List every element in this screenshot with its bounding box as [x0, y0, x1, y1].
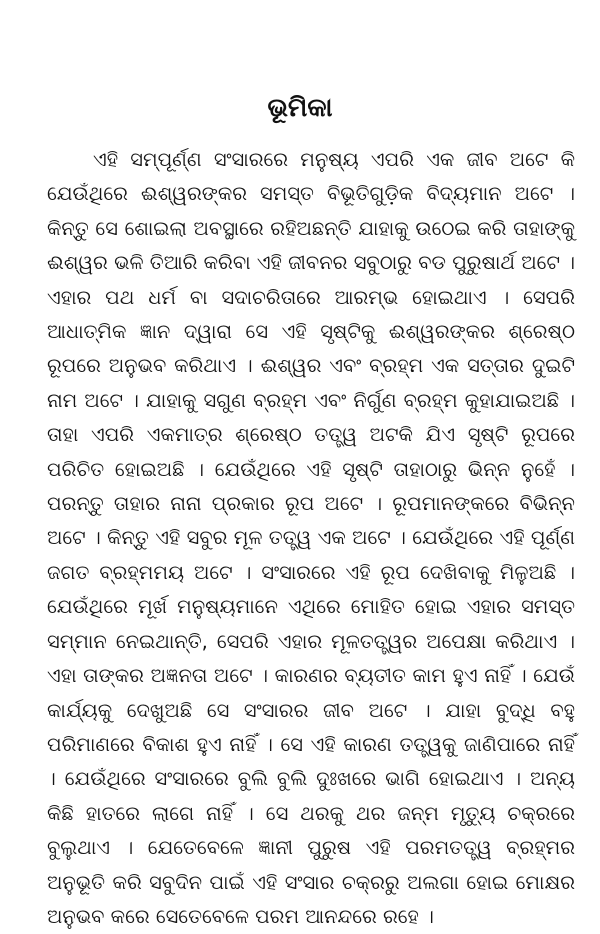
page-title: ଭୂମିକା [267, 93, 333, 123]
preface-paragraph: ଏହି ସମ୍ପୂର୍ଣ୍ଣ ସଂସାରରେ ମନୁଷ୍ୟ ଏପରି ଏକ ଜୀବ ଅଟେ କି ଯେଉଁଥିରେ ଈଶ୍ୱରଙ୍କର ସମସ୍ତ ବିଭୂତିଗୁଡ଼ିକ ବିଦ୍ୟମାନ ଅଟେ । କିନ୍ତୁ ସେ ଶୋଇଲା ଅବସ୍ଥାରେ ରହିଅଛନ୍ତି ଯାହାକୁ ଉଠେଇ କରି ତାହାଙ୍କୁ ଈଶ୍ୱର ଭଳି ତିଆରି କରିବା ଏହି ଜୀବନର ସବୁଠାରୁ ବଡ ପୁରୁଷାର୍ଥ ଅଟେ । ଏହାର ପଥ ଧର୍ମ ବା ସଦାଚରିତାରେ ଆରମ୍ଭ ହୋଇଥାଏ । ସେପରି ଆଧାତ୍ମିକ ଜ୍ଞାନ ଦ୍ୱାରା ସେ ଏହି ସୃଷ୍ଟିକୁ ଈଶ୍ୱରଙ୍କର ଶ୍ରେଷ୍ଠ ରୂପରେ ଅନୁଭବ କରିଥାଏ । ଈଶ୍ୱର ଏବଂ ବ୍ରହ୍ମ ଏକ ସତ୍ତାର ଦୁଇଟି ନାମ ଅଟେ । ଯାହାକୁ ସଗୁଣ ବ୍ରହ୍ମ ଏବଂ ନିର୍ଗୁଣ ବ୍ରହ୍ମ କୁହାଯାଇଅଛି । ତାହା ଏପରି ଏକମାତ୍ର ଶ୍ରେଷ୍ଠ ତତ୍ତ୍ୱ ଅଟକି ଯିଏ ସୃଷ୍ଟି ରୂପରେ ପରିଚିତ ହୋଇଅଛି । ଯେଉଁଥିରେ ଏହି ସୃଷ୍ଟି ତାହାଠାରୁ ଭିନ୍ନ ନୁହେଁ । ପରନ୍ତୁ ତାହାର ନାନା ପ୍ରକାର ରୂପ ଅଟେ । ରୂପମାନଙ୍କରେ ବିଭିନ୍ନ ଅଟେ । କିନ୍ତୁ ଏହି ସବୁର ମୂଳ ତତ୍ତ୍ୱ ଏକ ଅଟେ । ଯେଉଁଥିରେ ଏହି ପୂର୍ଣ୍ଣ ଜଗତ ବ୍ରହ୍ମମୟ ଅଟେ । ସଂସାରରେ ଏହି ରୂପ ଦେଖିବାକୁ ମିଳୁଅଛି । ଯେଉଁଥିରେ ମୂର୍ଖ ମନୁଷ୍ୟମାନେ ଏଥିରେ ମୋହିତ ହୋଇ ଏହାର ସମସ୍ତ ସମ୍ମାନ ନେଇଥାନ୍ତି, ସେପରି ଏହାର ମୂଳତତ୍ତ୍ୱର ଅପେକ୍ଷା କରିଥାଏ । ଏହା ତାଙ୍କର ଅଜ୍ଞନତା ଅଟେ । କାରଣର ବ୍ୟତୀତ କାମ ହୁଏ ନାହିଁ । ଯେଉଁ କାର୍ଯ୍ୟକୁ ଦେଖୁଅଛି ସେ ସଂସାରର ଜୀବ ଅଟେ । ଯାହା ବୁଦ୍ଧି ବହୁ ପରିମାଣରେ ବିକାଶ ହୁଏ ନାହିଁ । ସେ ଏହି କାରଣ ତତ୍ତ୍ୱକୁ ଜାଣିପାରେ ନାହିଁ । ଯେଉଁଥିରେ ସଂସାରରେ ବୁଲି ବୁଲି ଦୁଃଖରେ ଭାଗି ହୋଇଥାଏ । ଅନ୍ୟ କିଛି ହାତରେ ଲାଗେ ନାହିଁ । ସେ ଥରକୁ ଥର ଜନ୍ମ ମୃତ୍ୟୁ ଚକ୍ରରେ ବୁଲୁଥାଏ । ଯେତେବେଳେ ଜ୍ଞାନୀ ପୁରୁଷ ଏହି ପରମତତ୍ତ୍ୱ ବ୍ରହ୍ମର ଅନୁଭୂତି କରି ସବୁଦିନ ପାଇଁ ଏହି ସଂସାର ଚକ୍ରରୁ ଅଲଗା ହୋଇ ମୋକ୍ଷର ଅନୁଭବ କରେ ସେତେବେଳେ ପରମ ଆନନ୍ଦରେ ରହେ । [47, 148, 575, 928]
